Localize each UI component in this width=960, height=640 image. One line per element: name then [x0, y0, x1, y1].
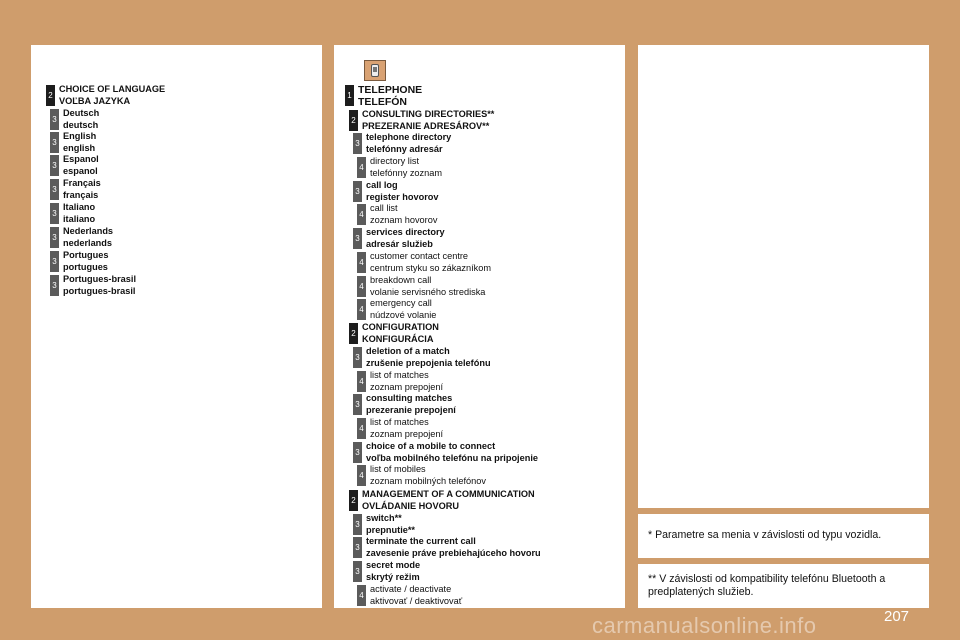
label-en: Français [63, 178, 101, 188]
menu-entry [353, 393, 456, 416]
level-badge: 4 [357, 371, 366, 392]
menu-entry-text [366, 513, 415, 536]
menu-entry [357, 417, 443, 440]
menu-entry [357, 370, 443, 393]
level-badge: 3 [353, 394, 362, 415]
label-sk: portugues-brasil [63, 285, 136, 296]
label-sk: zoznam prepojení [370, 428, 444, 439]
label-en: Portugues-brasil [63, 274, 137, 284]
level-badge: 3 [50, 155, 59, 176]
menu-entry [349, 322, 439, 345]
label-sk: volanie servisného strediska [370, 286, 486, 297]
label-sk: zoznam mobilných telefónov [370, 475, 486, 486]
menu-entry-text [370, 584, 462, 607]
label-sk: zrušenie prepojenia telefónu [366, 357, 491, 368]
menu-entry-text [362, 322, 439, 345]
label-en: telephone directory [366, 132, 452, 142]
menu-entry [357, 203, 437, 226]
menu-entry [357, 584, 462, 607]
level-badge: 4 [357, 157, 366, 178]
phone-icon [364, 60, 386, 81]
level-badge: 1 [345, 85, 354, 106]
label-en: directory list [370, 156, 420, 166]
menu-entry-telephone [345, 84, 422, 108]
label-sk: voľba mobilného telefónu na pripojenie [366, 452, 538, 463]
level-badge: 4 [357, 465, 366, 486]
label-en: English [63, 131, 97, 141]
menu-entry [353, 180, 439, 203]
level-badge: 3 [50, 132, 59, 153]
level-badge: 3 [353, 181, 362, 202]
menu-entry-text [366, 393, 456, 416]
menu-entry-text [63, 226, 113, 249]
level-badge: 4 [357, 585, 366, 606]
language-item [50, 274, 136, 297]
label-en: Deutsch [63, 108, 100, 118]
label-sk: deutsch [63, 119, 99, 130]
language-item [50, 178, 101, 201]
label-en: breakdown call [370, 275, 432, 285]
menu-entry [357, 251, 491, 274]
menu-entry [353, 227, 445, 250]
level-badge: 2 [46, 85, 55, 106]
menu-entry [353, 536, 541, 559]
label-sk: telefónny adresár [366, 143, 443, 154]
label-sk: telefónny zoznam [370, 167, 443, 178]
label-sk: VOĽBA JAZYKA [59, 95, 131, 106]
menu-entry-text [63, 274, 136, 297]
menu-entry-text [358, 84, 422, 108]
level-badge: 3 [353, 442, 362, 463]
level-badge: 4 [357, 252, 366, 273]
label-en: CONFIGURATION [362, 322, 439, 332]
label-en: secret mode [366, 560, 421, 570]
menu-entry-text [366, 346, 491, 369]
label-sk: register hovorov [366, 191, 439, 202]
label-en: deletion of a match [366, 346, 450, 356]
language-item [50, 250, 108, 273]
menu-entry-text [370, 275, 485, 298]
label-sk: TELEFÓN [358, 96, 407, 108]
page-number: 207 [884, 608, 910, 625]
level-badge: 3 [353, 537, 362, 558]
label-sk: nederlands [63, 237, 113, 248]
label-sk: français [63, 189, 99, 200]
menu-entry-text [59, 84, 165, 107]
menu-entry-text [370, 298, 436, 321]
menu-entry-text [362, 489, 535, 512]
label-sk: zoznam hovorov [370, 214, 438, 225]
level-badge: 3 [50, 227, 59, 248]
language-item [50, 226, 113, 249]
label-en: customer contact centre [370, 251, 469, 261]
language-item [50, 108, 99, 131]
level-badge: 3 [353, 228, 362, 249]
label-en: Italiano [63, 202, 96, 212]
menu-entry-text [370, 464, 486, 487]
menu-entry [349, 109, 494, 132]
label-sk: OVLÁDANIE HOVORU [362, 500, 459, 511]
label-en: Portugues [63, 250, 109, 260]
label-sk: espanol [63, 165, 98, 176]
level-badge: 3 [353, 561, 362, 582]
label-en: Nederlands [63, 226, 114, 236]
label-sk: adresár služieb [366, 238, 433, 249]
level-badge: 3 [50, 251, 59, 272]
footnote-bluetooth: ** V závislosti od kompatibility telefónu Bluetooth a predplatených služieb. [648, 573, 886, 598]
menu-entry-text [370, 370, 443, 393]
label-en: call log [366, 180, 398, 190]
menu-entry-text [63, 108, 99, 131]
level-badge: 3 [50, 109, 59, 130]
menu-entry-text [366, 560, 420, 583]
label-sk: portugues [63, 261, 108, 272]
menu-entry-text [362, 109, 494, 132]
menu-entry [357, 464, 486, 487]
level-badge: 4 [357, 204, 366, 225]
menu-entry-text [366, 132, 451, 155]
language-item [50, 154, 99, 177]
menu-entry [357, 156, 442, 179]
label-sk: KONFIGURÁCIA [362, 333, 434, 344]
menu-entry [353, 513, 415, 536]
level-badge: 2 [349, 110, 358, 131]
level-badge: 3 [50, 179, 59, 200]
label-en: list of matches [370, 370, 429, 380]
menu-entry [357, 275, 485, 298]
label-en: consulting matches [366, 393, 453, 403]
watermark: carmanualsonline.info [592, 613, 817, 638]
menu-entry-text [63, 202, 95, 225]
label-sk: zavesenie práve prebiehajúceho hovoru [366, 547, 541, 558]
label-en: activate / deactivate [370, 584, 452, 594]
menu-entry-language [46, 84, 165, 107]
label-en: terminate the current call [366, 536, 476, 546]
menu-entry-text [366, 180, 439, 203]
label-en: emergency call [370, 298, 432, 308]
menu-entry [353, 132, 451, 155]
level-badge: 4 [357, 276, 366, 297]
menu-entry-text [370, 156, 442, 179]
menu-entry-text [63, 250, 108, 273]
label-sk: centrum styku so zákazníkom [370, 262, 492, 273]
label-en: services directory [366, 227, 445, 237]
label-en: MANAGEMENT OF A COMMUNICATION [362, 489, 535, 499]
level-badge: 3 [50, 203, 59, 224]
menu-entry-text [370, 417, 443, 440]
label-sk: skrytý režim [366, 571, 420, 582]
label-en: list of mobiles [370, 464, 426, 474]
level-badge: 3 [50, 275, 59, 296]
level-badge: 2 [349, 490, 358, 511]
label-en: switch** [366, 513, 402, 523]
level-badge: 2 [349, 323, 358, 344]
label-sk: zoznam prepojení [370, 381, 444, 392]
label-sk: aktivovať / deaktivovať [370, 595, 463, 606]
level-badge: 3 [353, 133, 362, 154]
label-en: call list [370, 203, 398, 213]
label-en: TELEPHONE [358, 84, 423, 96]
language-item [50, 131, 96, 154]
menu-entry-text [370, 251, 491, 274]
level-badge: 3 [353, 514, 362, 535]
level-badge: 4 [357, 418, 366, 439]
menu-entry-text [63, 154, 99, 177]
label-en: CONSULTING DIRECTORIES** [362, 109, 495, 119]
label-sk: PREZERANIE ADRESÁROV** [362, 120, 490, 131]
label-en: Espanol [63, 154, 99, 164]
menu-entry [353, 560, 420, 583]
footnote-parameters: * Parametre sa menia v závislosti od typu vozidla. [648, 529, 882, 541]
menu-entry-text [63, 131, 96, 154]
level-badge: 3 [353, 347, 362, 368]
label-sk: prepnutie** [366, 524, 416, 535]
right-blank-panel [638, 45, 929, 508]
menu-entry-text [366, 536, 541, 559]
label-en: choice of a mobile to connect [366, 441, 496, 451]
language-item [50, 202, 95, 225]
menu-entry-text [366, 227, 445, 250]
label-sk: italiano [63, 213, 96, 224]
menu-entry-text [366, 441, 538, 464]
menu-entry [353, 346, 491, 369]
menu-entry [357, 298, 436, 321]
label-en: list of matches [370, 417, 429, 427]
menu-entry-text [370, 203, 437, 226]
menu-entry [353, 441, 538, 464]
label-sk: english [63, 142, 96, 153]
label-en: CHOICE OF LANGUAGE [59, 84, 166, 94]
menu-entry-text [63, 178, 101, 201]
label-sk: núdzové volanie [370, 309, 437, 320]
menu-entry [349, 489, 535, 512]
label-sk: prezeranie prepojení [366, 404, 456, 415]
level-badge: 4 [357, 299, 366, 320]
